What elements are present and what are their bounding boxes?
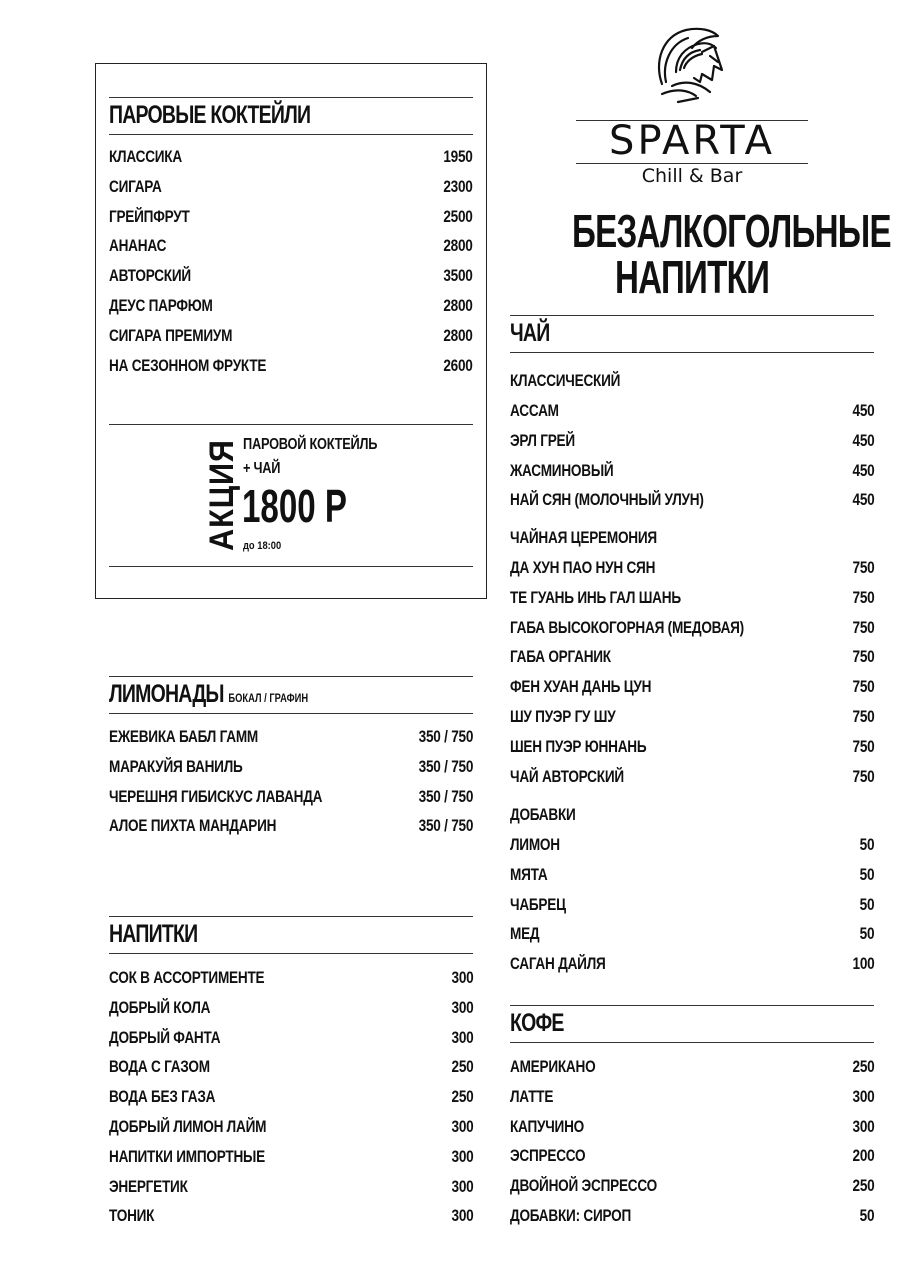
divider: [510, 352, 874, 353]
menu-item: [510, 766, 874, 788]
menu-item-name: ЧАЙ АВТОРСКИЙ: [510, 766, 624, 786]
menu-item: [109, 1086, 473, 1108]
menu-item-price: 50: [859, 894, 874, 914]
menu-item-name: ГАБА ОРГАНИК: [510, 647, 611, 667]
menu-item-name: МЯТА: [510, 864, 548, 884]
menu-item: [510, 430, 874, 452]
menu-item: [109, 815, 473, 837]
menu-item-name: МЕД: [510, 924, 540, 944]
menu-item-price: 750: [852, 766, 874, 786]
promo-line-1: ПАРОВОЙ КОКТЕЙЛЬ: [243, 436, 378, 453]
menu-item-name: СОК В АССОРТИМЕНТЕ: [109, 968, 265, 987]
menu-item: [109, 1027, 473, 1049]
menu-item: [109, 1056, 473, 1078]
menu-item-name: ШЕН ПУЭР ЮННАНЬ: [510, 736, 647, 756]
menu-item-name: ТЕ ГУАНЬ ИНЬ ГАЛ ШАНЬ: [510, 587, 681, 607]
menu-item: [510, 676, 874, 698]
menu-item-price: 250: [852, 1176, 874, 1196]
menu-item: [109, 967, 473, 989]
divider: [510, 315, 874, 316]
menu-item-name: ДЕУС ПАРФЮМ: [109, 296, 213, 315]
menu-item-name: ЛАТТЕ: [510, 1086, 554, 1106]
menu-item-price: 750: [852, 617, 874, 637]
menu-item-price: 750: [852, 707, 874, 726]
menu-item-price: 1950: [443, 147, 473, 166]
menu-item-name: ЭСПРЕССО: [510, 1146, 586, 1166]
menu-item: [109, 355, 473, 377]
menu-item-name: ДВОЙНОЙ ЭСПРЕССО: [510, 1176, 657, 1196]
menu-item: [109, 265, 473, 287]
menu-item-name: ДА ХУН ПАО НУН СЯН: [510, 558, 656, 577]
section-title-steam-cocktails: ПАРОВЫЕ КОКТЕЙЛИ: [109, 101, 311, 129]
menu-item-price: 750: [852, 587, 874, 607]
menu-item-name: СИГАРА: [109, 176, 162, 196]
menu-item: [109, 726, 473, 748]
menu-item: [510, 736, 874, 758]
promo-note: до 18:00: [243, 540, 282, 552]
menu-item-price: 2600: [443, 355, 473, 375]
menu-item: [510, 557, 874, 579]
lemonades-title: ЛИМОНАДЫ: [109, 680, 224, 708]
menu-item-name: ЧЕРЕШНЯ ГИБИСКУС ЛАВАНДА: [109, 786, 323, 806]
menu-item-price: 750: [852, 647, 874, 667]
menu-item-price: 450: [852, 490, 874, 510]
menu-item-price: 50: [859, 835, 874, 854]
menu-item: [109, 325, 473, 347]
menu-item-price: 250: [852, 1057, 874, 1076]
menu-item-name: ЖАСМИНОВЫЙ: [510, 460, 614, 480]
menu-item-price: 50: [859, 924, 874, 944]
menu-item-price: 300: [852, 1086, 874, 1106]
menu-item: [510, 460, 874, 482]
menu-item-name: СИГАРА ПРЕМИУМ: [109, 325, 233, 345]
tea-subsection-addons: ДОБАВКИ: [510, 805, 576, 824]
menu-item-price: 200: [852, 1146, 874, 1166]
spartan-helmet-logo-icon: [648, 22, 738, 110]
menu-item-name: АНАНАС: [109, 236, 167, 256]
menu-item-price: 50: [859, 1206, 874, 1225]
menu-item: [510, 706, 874, 728]
menu-item-price: 350 / 750: [418, 756, 473, 776]
menu-item-price: 300: [451, 1117, 473, 1136]
menu-item: [510, 489, 874, 511]
menu-item-name: ВОДА БЕЗ ГАЗА: [109, 1087, 216, 1107]
menu-item: [109, 176, 473, 198]
brand-tagline: Chill & Bar: [641, 165, 743, 187]
menu-item: [109, 235, 473, 257]
menu-item-name: АЛОЕ ПИХТА МАНДАРИН: [109, 816, 277, 836]
menu-item-price: 300: [451, 968, 473, 987]
menu-item: [109, 1146, 473, 1168]
menu-item-name: ЧАБРЕЦ: [510, 894, 566, 914]
menu-item-name: ДОБРЫЙ ЛИМОН ЛАЙМ: [109, 1117, 267, 1136]
divider: [109, 953, 473, 954]
menu-item-price: 300: [451, 997, 473, 1017]
page-title-line-1-text: БЕЗАЛКОГОЛЬНЫЕ: [572, 205, 891, 257]
menu-item-price: 50: [859, 864, 874, 884]
promo-label-text: АКЦИЯ: [203, 439, 241, 551]
menu-item: [510, 1086, 874, 1108]
divider: [109, 713, 473, 714]
menu-item-name: АВТОРСКИЙ: [109, 266, 191, 286]
divider: [510, 1005, 874, 1006]
menu-item: [510, 834, 874, 856]
menu-item-name: КЛАССИКА: [109, 147, 182, 166]
menu-item-price: 300: [852, 1116, 874, 1136]
page-title-line-1: [510, 205, 891, 257]
menu-item: [109, 1205, 473, 1227]
section-title-lemonades: [109, 679, 308, 713]
menu-item-name: ШУ ПУЭР ГУ ШУ: [510, 707, 616, 726]
divider: [510, 1042, 874, 1043]
menu-item-name: САГАН ДАЙЛЯ: [510, 954, 606, 974]
menu-item-price: 2800: [443, 296, 473, 315]
menu-item-price: 750: [852, 677, 874, 697]
menu-item: [510, 1175, 874, 1197]
menu-item-price: 2800: [443, 236, 473, 256]
menu-item-price: 2500: [443, 206, 473, 226]
menu-item-price: 300: [451, 1206, 473, 1226]
menu-item-name: АССАМ: [510, 401, 559, 420]
menu-item-name: НА СЕЗОННОМ ФРУКТЕ: [109, 355, 267, 375]
menu-item-name: АМЕРИКАНО: [510, 1057, 596, 1076]
menu-item: [109, 295, 473, 317]
menu-item-price: 750: [852, 558, 874, 577]
menu-item: [510, 587, 874, 609]
section-title-coffee: КОФЕ: [510, 1009, 564, 1037]
menu-item-price: 300: [451, 1027, 473, 1047]
menu-item: [109, 1176, 473, 1198]
menu-item: [510, 400, 874, 422]
page-title-line-2: [510, 252, 874, 302]
promo-price: 1800 Р: [242, 480, 347, 532]
menu-item-name: ТОНИК: [109, 1206, 155, 1226]
menu-item-name: ВОДА С ГАЗОМ: [109, 1057, 210, 1077]
divider: [109, 916, 473, 917]
menu-item: [109, 756, 473, 778]
menu-item-name: ГАБА ВЫСОКОГОРНАЯ (МЕДОВАЯ): [510, 617, 744, 637]
menu-item-price: 100: [852, 954, 874, 974]
menu-item-price: 350 / 750: [418, 816, 473, 836]
menu-item: [510, 1056, 874, 1078]
menu-item: [510, 617, 874, 639]
menu-item: [109, 997, 473, 1019]
menu-item-name: ГРЕЙПФРУТ: [109, 206, 190, 226]
promo-line-2: + ЧАЙ: [243, 460, 281, 477]
menu-item-name: ДОБАВКИ: СИРОП: [510, 1206, 632, 1225]
section-title-drinks: НАПИТКИ: [109, 920, 198, 948]
menu-item: [510, 1116, 874, 1138]
menu-item-price: 450: [852, 460, 874, 480]
menu-item-price: 350 / 750: [418, 727, 473, 746]
promo-label: [204, 436, 240, 554]
menu-item-name: ФЕН ХУАН ДАНЬ ЦУН: [510, 677, 652, 697]
menu-item-name: ДОБРЫЙ ФАНТА: [109, 1027, 221, 1047]
divider: [109, 676, 473, 677]
divider: [109, 97, 473, 98]
menu-item-price: 250: [451, 1057, 473, 1077]
menu-item-price: 450: [852, 430, 874, 450]
menu-item-name: МАРАКУЙЯ ВАНИЛЬ: [109, 756, 243, 776]
menu-item: [109, 206, 473, 228]
menu-item-price: 300: [451, 1146, 473, 1166]
menu-item-name: ЕЖЕВИКА БАБЛ ГАММ: [109, 727, 259, 746]
menu-item-name: ДОБРЫЙ КОЛА: [109, 997, 211, 1017]
divider: [109, 134, 473, 135]
menu-item-price: 2300: [443, 176, 473, 196]
menu-item-price: 250: [451, 1087, 473, 1107]
tea-subsection-classic: КЛАССИЧЕСКИЙ: [510, 371, 621, 390]
menu-item-price: 3500: [443, 266, 473, 286]
menu-item-price: 300: [451, 1176, 473, 1196]
tea-subsection-ceremony: ЧАЙНАЯ ЦЕРЕМОНИЯ: [510, 528, 657, 547]
menu-item: [510, 864, 874, 886]
menu-item-name: ЛИМОН: [510, 835, 560, 854]
menu-item-name: ЭРЛ ГРЕЙ: [510, 430, 575, 450]
menu-item: [510, 923, 874, 945]
menu-item: [109, 786, 473, 808]
menu-item-price: 750: [852, 736, 874, 756]
lemonades-subtitle: БОКАЛ / ГРАФИН: [228, 691, 309, 705]
section-title-tea: ЧАЙ: [510, 319, 550, 347]
divider: [109, 424, 473, 425]
menu-item: [510, 646, 874, 668]
menu-item: [510, 894, 874, 916]
menu-item-name: КАПУЧИНО: [510, 1116, 584, 1136]
menu-item-name: НАПИТКИ ИМПОРТНЫЕ: [109, 1146, 265, 1166]
menu-item: [510, 1145, 874, 1167]
menu-item-name: НАЙ СЯН (МОЛОЧНЫЙ УЛУН): [510, 490, 704, 510]
menu-item: [109, 1116, 473, 1138]
brand-name: SPARTA: [609, 118, 775, 164]
menu-item-price: 350 / 750: [418, 786, 473, 806]
menu-item: [510, 1205, 874, 1227]
menu-item: [109, 146, 473, 168]
menu-item-price: 2800: [443, 325, 473, 345]
menu-item: [510, 953, 874, 975]
divider: [109, 566, 473, 567]
menu-item-name: ЭНЕРГЕТИК: [109, 1176, 188, 1196]
page-title-line-2-text: НАПИТКИ: [614, 251, 770, 303]
menu-item-price: 450: [852, 401, 874, 420]
